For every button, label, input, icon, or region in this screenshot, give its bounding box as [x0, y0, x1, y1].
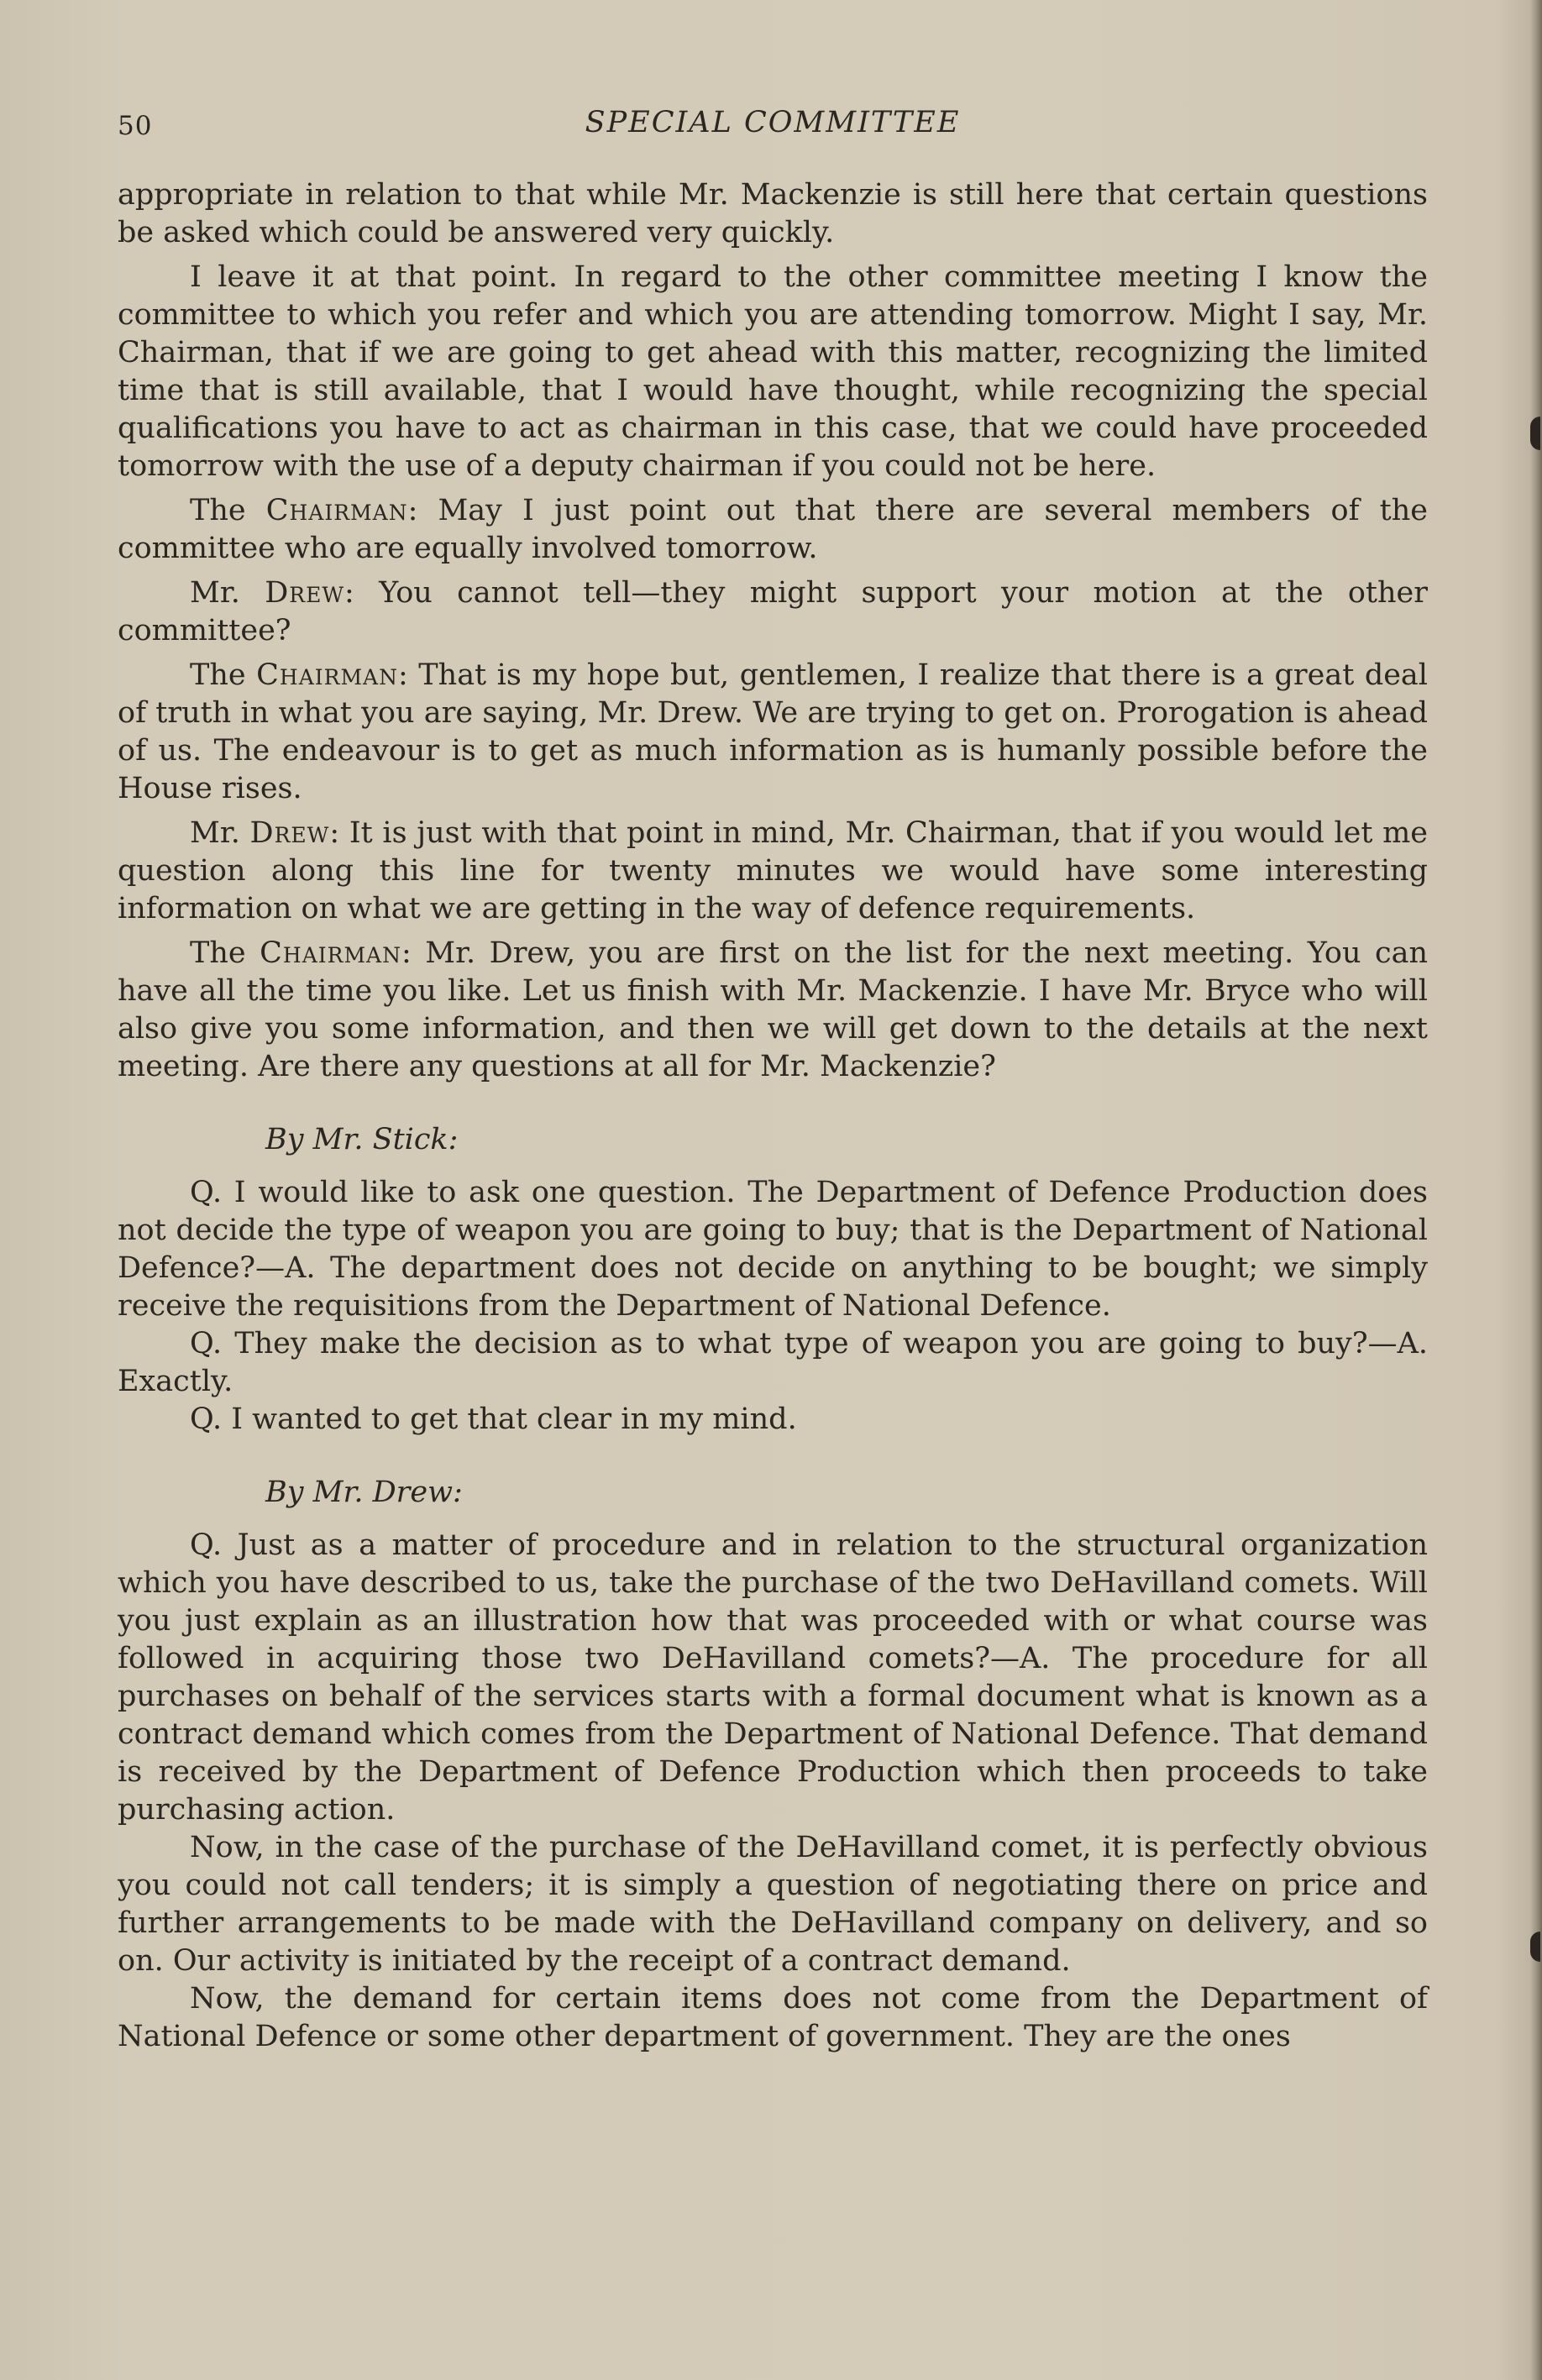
paragraph: I leave it at that point. In regard to the other committee meeting I know the committee to which you refer and which you are attending tomorrow. Might I say, Mr. Chairman, that if we are going to get ahead with this matter, recognizing the limited time that is still available, that I would have thought, while recognizing the special qualifications you have to act as chairman in this case, that we could have proceeded tomorrow with the use of a deputy chairman if you could not be here.: [118, 260, 1428, 483]
paragraph: Now, in the case of the purchase of the DeHavilland comet, it is perfectly obvious you could not call tenders; it is simply a question of negotiating there on price and further arrangements to be made with the DeHavilland company on delivery, and so on. Our activity is initiated by the receipt of a contract demand.: [118, 1831, 1428, 1978]
paragraph: Mr. Drew: It is just with that point in mind, Mr. Chairman, that if you would let me question along this line for twenty minutes we would have some interesting information on what we are getting in the way of defence requirements.: [118, 816, 1428, 925]
paragraph: The Chairman: That is my hope but, gentlemen, I realize that there is a great deal of truth in what you are saying, Mr. Drew. We are trying to get on. Prorogation is ahead of us. The endeavour is to get as much information as is humanly possible before the House rises.: [118, 658, 1428, 805]
question-answer: Q. I would like to ask one question. The Department of Defence Production does not decide the type of weapon you are going to buy; that is the Department of National Defence?—A. The department does not decide on anything to be bought; we simply receive the requisitions from the Department of National Defence.: [118, 1176, 1428, 1323]
paragraph: Mr. Drew: You cannot tell—they might support your motion at the other committee?: [118, 576, 1428, 647]
speaker-name: Chairman: [265, 494, 408, 527]
speaker-name: Chairman: [256, 658, 398, 692]
paragraph: Now, the demand for certain items does not come from the Department of National Defence or some other department of government. They are the ones: [118, 1982, 1428, 2053]
margin-mark: [1530, 417, 1540, 450]
body-text: [118, 176, 1428, 2056]
page-number: 50: [118, 111, 153, 141]
paragraph: appropriate in relation to that while Mr. Mackenzie is still here that certain questions be asked which could be answered very quickly.: [118, 178, 1428, 249]
paragraph: The Chairman: May I just point out that there are several members of the committee who are equally involved tomorrow.: [118, 494, 1428, 565]
speaker-name: Drew: [249, 816, 330, 850]
page-header: [118, 106, 1428, 148]
page-binding-edge: [1530, 0, 1542, 2380]
speaker-name: Drew: [265, 576, 345, 610]
examiner-heading: By Mr. Stick:: [265, 1123, 459, 1156]
examiner-heading: By Mr. Drew:: [265, 1476, 463, 1509]
running-head: SPECIAL COMMITTEE: [585, 106, 961, 139]
question-answer: Q. I wanted to get that clear in my mind.: [190, 1402, 797, 1436]
margin-mark: [1530, 1932, 1540, 1962]
paragraph: The Chairman: Mr. Drew, you are first on the list for the next meeting. You can have all the time you like. Let us finish with Mr. Mackenzie. I have Mr. Bryce who will also give you some information, and then we will get down to the details at the next meeting. Are there any questions at all for Mr. Mackenzie?: [118, 936, 1428, 1083]
speaker-name: Chairman: [260, 936, 401, 970]
question-answer: Q. Just as a matter of procedure and in relation to the structural organization which you have described to us, take the purchase of the two DeHavilland comets. Will you just explain as an illustration how that was proceeded with or what course was followed in acquiring those two DeHavilland comets?—A. The procedure for all purchases on behalf of the services starts with a formal document what is known as a contract demand which comes from the Department of National Defence. That demand is received by the Department of Defence Production which then proceeds to take purchasing action.: [118, 1528, 1428, 1827]
question-answer: Q. They make the decision as to what type of weapon you are going to buy?—A. Exactly.: [118, 1327, 1428, 1398]
